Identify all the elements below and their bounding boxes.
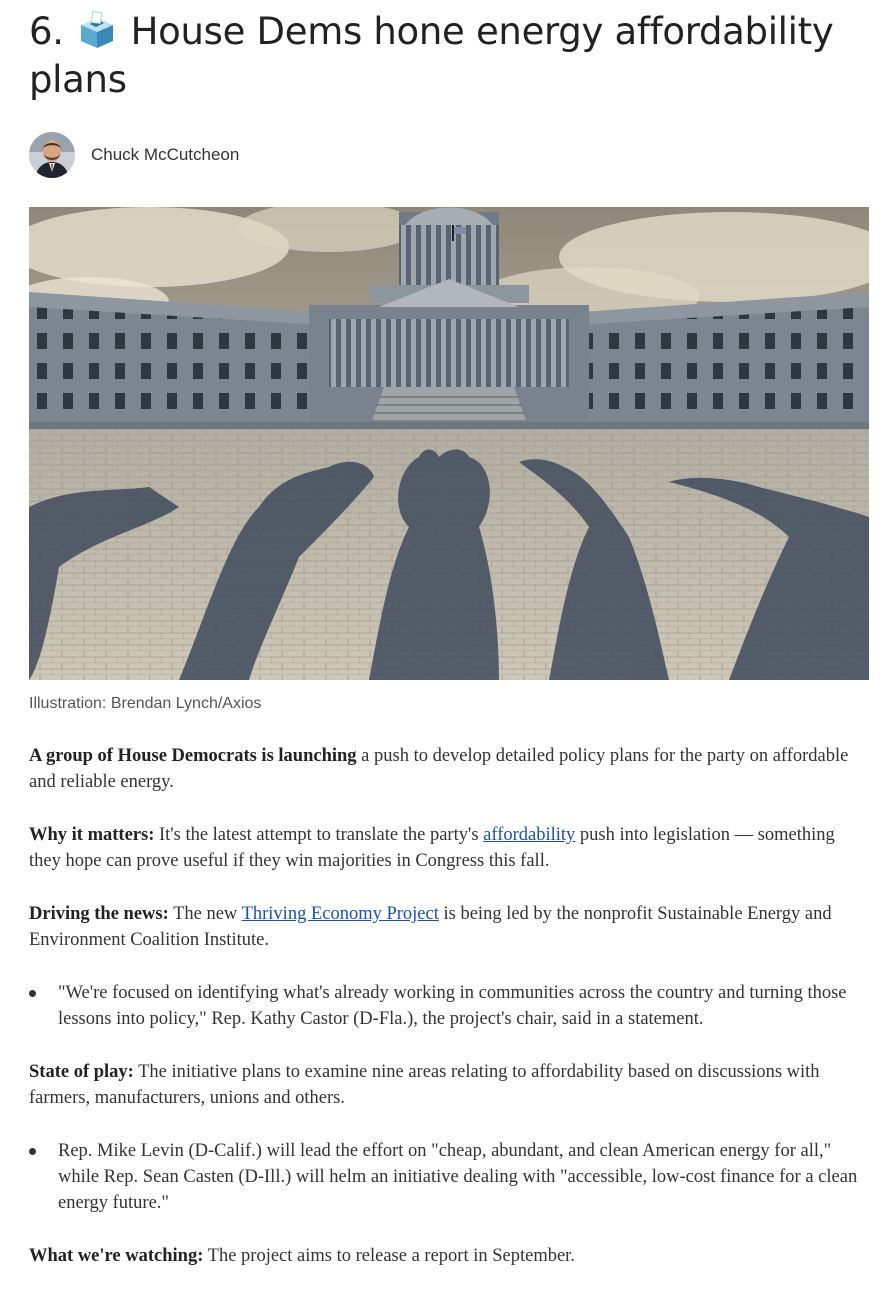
paragraph-lead-text: a push to develop detailed policy plans for the party on affordable and reliable energy. <box>29 746 849 792</box>
article <box>29 0 869 1266</box>
thriving-economy-project-link[interactable]: Thriving Economy Project <box>241 904 439 924</box>
capitol-illustration <box>29 207 869 680</box>
what-were-watching-label: What we're watching: <box>29 1246 204 1266</box>
state-of-play-text: The initiative plans to examine nine areas relating to affordability based on discussions with farmers, manufacturers, unions and others. <box>29 1062 820 1108</box>
headline <box>29 0 869 104</box>
paragraph-lead-bold: A group of House Democrats is launching <box>29 746 357 766</box>
article-body <box>29 743 869 1296</box>
affordability-link[interactable]: affordability <box>483 825 576 845</box>
paragraph-state-of-play <box>29 1059 869 1111</box>
why-it-matters-label: Why it matters: <box>29 825 155 845</box>
image-caption: Illustration: Brendan Lynch/Axios <box>29 695 262 712</box>
why-it-matters-text: It's the latest attempt to translate the party's <box>154 825 484 845</box>
paragraph-driving-the-news <box>29 901 869 953</box>
driving-the-news-label: Driving the news: <box>29 904 169 924</box>
paragraph-lead <box>29 743 869 795</box>
what-were-watching-text: The project aims to release a report in September. <box>203 1246 575 1266</box>
driving-the-news-text: The new <box>168 904 242 924</box>
list-item: "We're focused on identifying what's already working in communities across the country and turning those lessons into policy," Rep. Kathy Castor (D-Fla.), the project's chair, said in a statement. <box>58 980 869 1032</box>
byline <box>29 132 239 178</box>
headline-number: 6. <box>29 10 64 53</box>
author-avatar[interactable] <box>29 132 75 178</box>
why-it-matters-text-2: push into legislation — something they hope can prove useful if they win majorities in Congress this fall. <box>29 825 835 871</box>
paragraph-what-were-watching <box>29 1243 869 1269</box>
bullet-list-levin <box>29 1138 869 1216</box>
author-name[interactable]: Chuck McCutcheon <box>91 145 240 164</box>
state-of-play-label: State of play: <box>29 1062 134 1082</box>
driving-the-news-text-2: is being led by the nonprofit Sustainable Energy and Environment Coalition Institute. <box>29 904 832 950</box>
paragraph-why-it-matters <box>29 822 869 874</box>
list-item: Rep. Mike Levin (D-Calif.) will lead the effort on "cheap, abundant, and clean American energy for all," while Rep. Sean Casten (D-Ill.) will helm an initiative dealing with "accessible, low-cost finance for a clean energy future." <box>58 1138 869 1216</box>
ballot-box-icon <box>77 10 117 50</box>
bullet-list-castor <box>29 980 869 1032</box>
headline-title: House Dems hone energy affordability plans <box>29 10 834 101</box>
